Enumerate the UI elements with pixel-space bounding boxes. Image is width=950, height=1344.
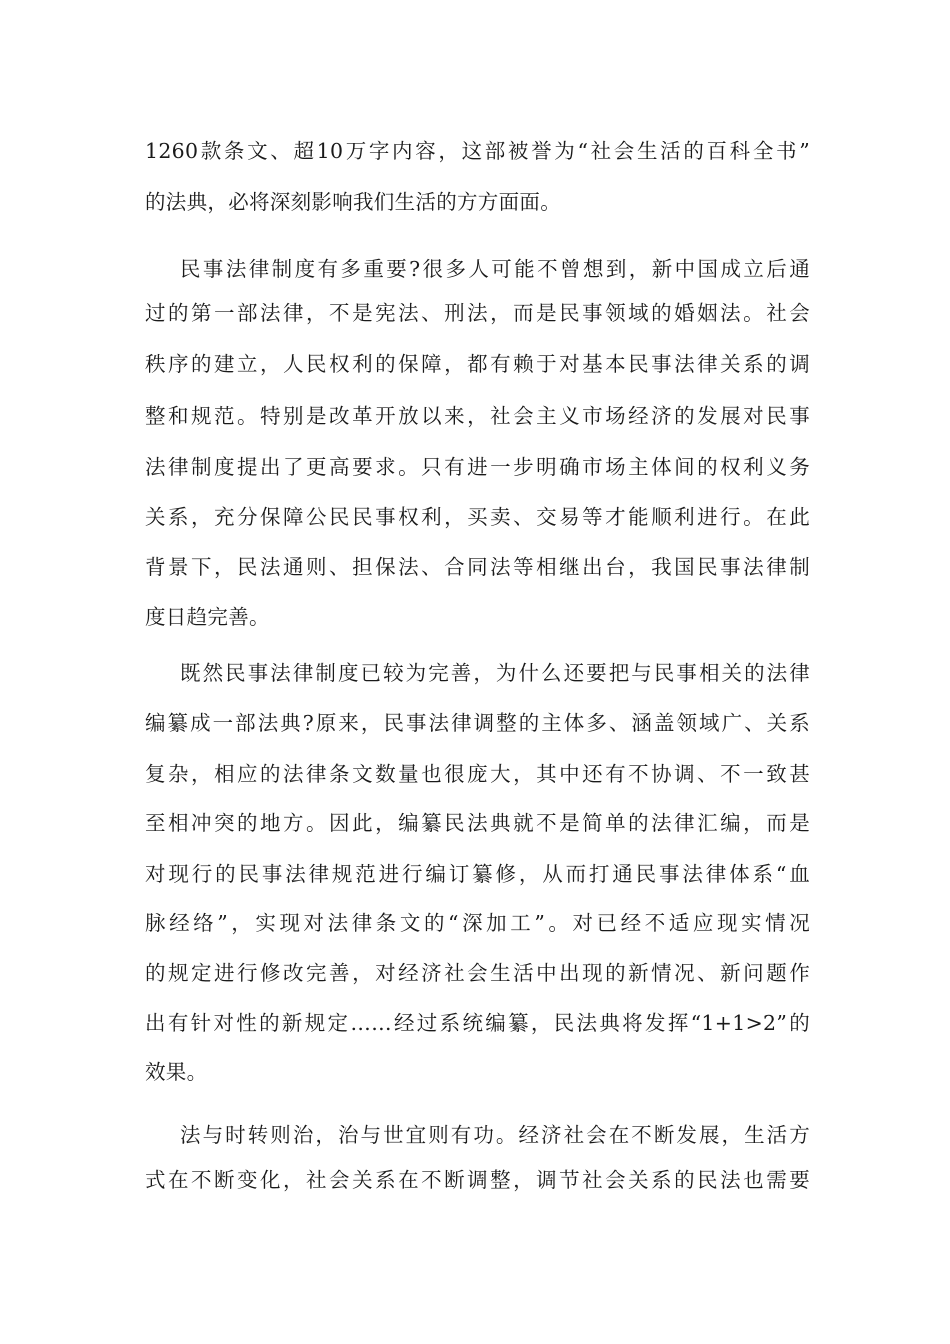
- text-line: 秩序的建立，人民权利的保障，都有赖于对基本民事法律关系的调: [145, 352, 810, 376]
- text-line: 脉经络”，实现对法律条文的“深加工”。对已经不适应现实情况: [145, 911, 810, 935]
- text-line: 编纂成一部法典?原来，民事法律调整的主体多、涵盖领域广、关系: [145, 711, 810, 735]
- text-line: 整和规范。特别是改革开放以来，社会主义市场经济的发展对民事: [145, 404, 810, 428]
- text-line: 出有针对性的新规定……经过系统编纂，民法典将发挥“1+1>2”的: [145, 1011, 810, 1035]
- text-line: 1260款条文、超10万字内容，这部被誉为“社会生活的百科全书”: [145, 139, 810, 163]
- text-line: 过的第一部法律，不是宪法、刑法，而是民事领域的婚姻法。社会: [145, 301, 810, 325]
- text-line: 度日趋完善。: [145, 605, 270, 629]
- text-line: 效果。: [145, 1060, 208, 1084]
- text-line: 背景下，民法通则、担保法、合同法等相继出台，我国民事法律制: [145, 555, 810, 579]
- text-line: 既然民事法律制度已较为完善，为什么还要把与民事相关的法律: [180, 661, 810, 685]
- text-line: 法律制度提出了更高要求。只有进一步明确市场主体间的权利义务: [145, 455, 810, 479]
- text-line: 的法典，必将深刻影响我们生活的方方面面。: [145, 190, 561, 214]
- text-line: 的规定进行修改完善，对经济社会生活中出现的新情况、新问题作: [145, 961, 810, 985]
- text-line: 式在不断变化，社会关系在不断调整，调节社会关系的民法也需要: [145, 1168, 810, 1192]
- text-line: 复杂，相应的法律条文数量也很庞大，其中还有不协调、不一致甚: [145, 762, 810, 786]
- text-line: 对现行的民事法律规范进行编订纂修，从而打通民事法律体系“血: [145, 862, 810, 886]
- text-line: 关系，充分保障公民民事权利，买卖、交易等才能顺利进行。在此: [145, 505, 810, 529]
- text-line: 法与时转则治，治与世宜则有功。经济社会在不断发展，生活方: [180, 1123, 810, 1147]
- text-line: 民事法律制度有多重要?很多人可能不曾想到，新中国成立后通: [180, 257, 810, 281]
- text-line: 至相冲突的地方。因此，编纂民法典就不是简单的法律汇编，而是: [145, 811, 810, 835]
